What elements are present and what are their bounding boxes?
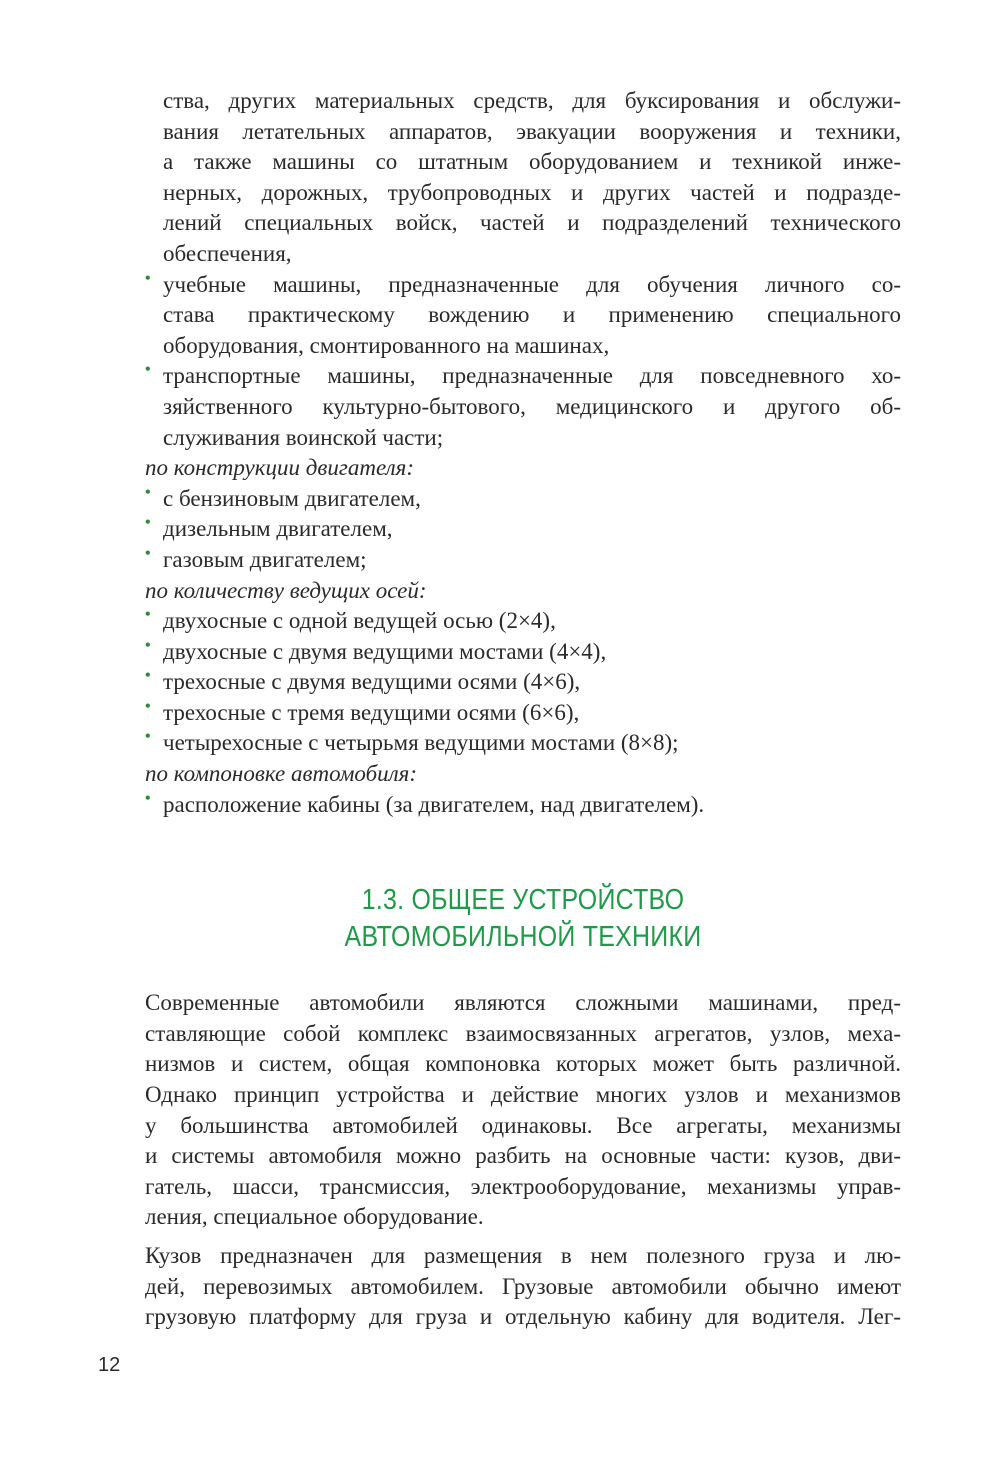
list-item — [145, 637, 901, 668]
list-heading: по компоновке автомобиля: — [145, 761, 418, 787]
text-line: транспортные машины, предназначенные для повседневного хо- — [163, 363, 901, 389]
text-line: ления, специальное оборудование. — [145, 1204, 484, 1230]
bullet-icon: • — [145, 636, 151, 654]
text-line: гатель, шасси, трансмиссия, электрооборудование, механизмы управ- — [145, 1173, 901, 1199]
list-item — [145, 667, 901, 698]
text-line: зяйственного культурно-бытового, медицинского и другого об- — [163, 393, 901, 419]
bullet-icon: • — [145, 606, 151, 624]
text-line: трехосные с двумя ведущими осями (4×6), — [163, 669, 581, 695]
bullet-icon: • — [145, 483, 151, 501]
section-title-line: АВТОМОБИЛЬНОЙ ТЕХНИКИ — [344, 921, 702, 954]
section-title-line: 1.3. ОБЩЕЕ УСТРОЙСТВО — [361, 884, 685, 917]
bullet-icon: • — [145, 361, 151, 379]
text-line: служивания воинской части; — [163, 424, 444, 450]
text-line: обеспечения, — [163, 240, 292, 266]
text-line: учебные машины, предназначенные для обучения личного со- — [163, 271, 901, 297]
text-line: а также машины со штатным оборудованием и техникой инже- — [163, 149, 901, 175]
list-item — [145, 698, 901, 729]
text-line: с бензиновым двигателем, — [163, 485, 421, 511]
text-line: ставляющие собой комплекс взаимосвязанных агрегатов, узлов, меха- — [145, 1020, 901, 1046]
text-line: става практическому вождению и применению специального — [163, 302, 901, 328]
text-line: лений специальных войск, частей и подразделений технического — [163, 210, 901, 236]
bullet-icon: • — [145, 728, 151, 746]
paragraph — [145, 1241, 901, 1333]
text-line: вания летательных аппаратов, эвакуации вооружения и техники, — [163, 118, 901, 144]
text-line: нерных, дорожных, трубопроводных и других частей и подразде- — [163, 179, 901, 205]
text-line: дей, перевозимых автомобилем. Грузовые автомобили обычно имеют — [145, 1273, 901, 1299]
bullet-icon: • — [145, 544, 151, 562]
list-heading: по количеству ведущих осей: — [145, 577, 427, 603]
text-line: Кузов предназначен для размещения в нем полезного груза и лю- — [145, 1243, 901, 1268]
paragraph — [145, 988, 901, 1233]
text-line: четырехосные с четырьмя ведущими мостами (8×8); — [163, 730, 679, 756]
text-line: двухосные с одной ведущей осью (2×4), — [163, 608, 556, 634]
text-line: и системы автомобиля можно разбить на основные части: кузов, дви- — [145, 1143, 901, 1169]
text-line: низмов и систем, общая компоновка которых может быть различной. — [145, 1051, 901, 1077]
list-item — [145, 606, 901, 637]
text-line: газовым двигателем; — [163, 546, 367, 572]
text-line: оборудования, смонтированного на машинах, — [163, 332, 610, 358]
text-line: Однако принцип устройства и действие многих узлов и механизмов — [145, 1082, 901, 1108]
text-line: Современные автомобили являются сложными машинами, пред- — [145, 990, 901, 1016]
text-line: двухосные с двумя ведущими мостами (4×4), — [163, 638, 607, 664]
list-heading: по конструкции двигателя: — [145, 455, 414, 481]
bullet-icon: • — [145, 667, 151, 685]
bullet-icon: • — [145, 269, 151, 287]
list-item — [145, 728, 901, 759]
section-title — [198, 882, 848, 956]
page-number: 12 — [98, 1354, 121, 1376]
bullet-icon: • — [145, 514, 151, 532]
list-item — [145, 514, 901, 545]
text-line: грузовую платформу для груза и отдельную кабину для водителя. Лег- — [145, 1304, 901, 1330]
text-line: дизельным двигателем, — [163, 516, 393, 542]
text-line: трехосные с тремя ведущими осями (6×6), — [163, 699, 580, 725]
list-item — [145, 545, 901, 576]
text-line: ства, других материальных средств, для буксирования и обслужи- — [163, 88, 901, 113]
list-item — [145, 270, 901, 362]
list-item — [145, 484, 901, 515]
bullet-icon: • — [145, 789, 151, 807]
list-item — [145, 361, 901, 453]
text-line: расположение кабины (за двигателем, над двигателем). — [163, 791, 705, 817]
list-item — [145, 790, 901, 821]
page-content — [145, 86, 901, 1333]
text-line: у большинства автомобилей одинаковы. Все агрегаты, механизмы — [145, 1112, 901, 1138]
continuation-block — [145, 86, 901, 270]
bullet-icon: • — [145, 697, 151, 715]
